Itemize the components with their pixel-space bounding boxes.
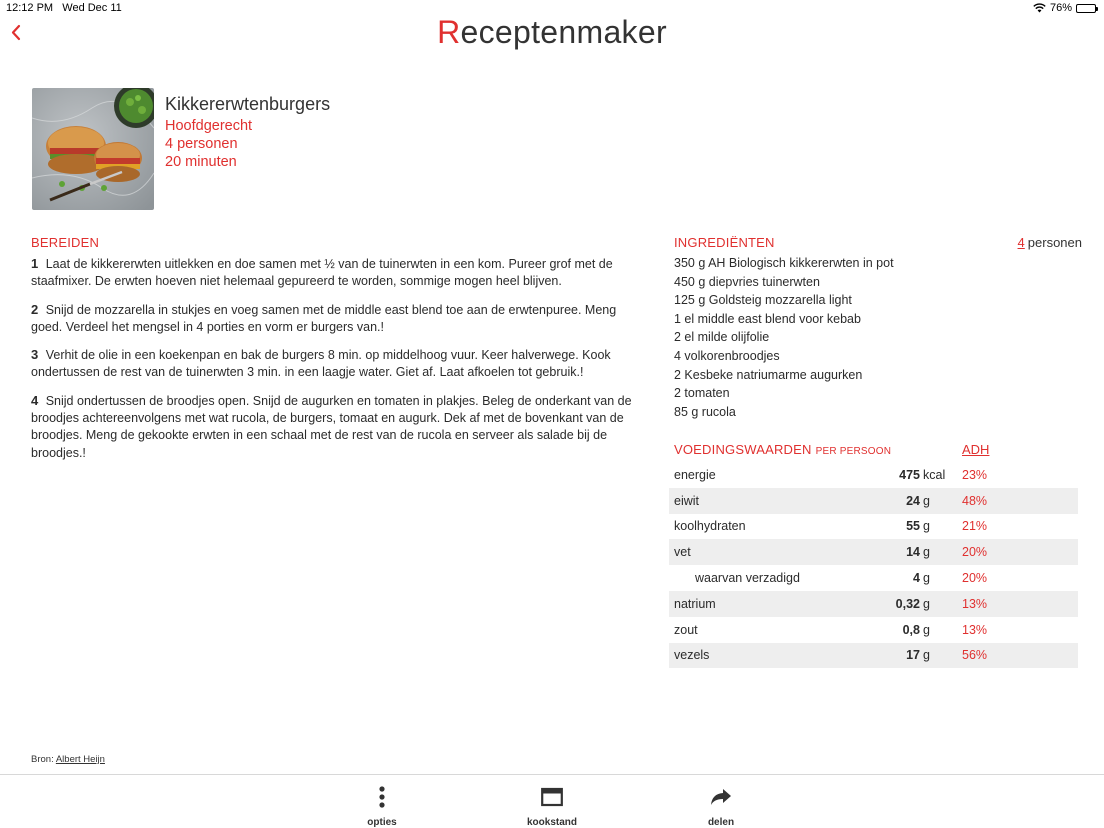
nutrient-value: 475 xyxy=(899,467,920,482)
nutrient-name: zout xyxy=(674,622,698,637)
nutrition-row xyxy=(669,462,1078,488)
app-title: Receptenmaker xyxy=(437,14,667,50)
nutrient-value: 0,32 xyxy=(895,596,920,611)
share-button[interactable] xyxy=(676,785,766,828)
recipe-image xyxy=(32,88,154,210)
ingredients-header xyxy=(674,235,1082,250)
nutrition-row xyxy=(669,591,1078,617)
cook-mode-button[interactable] xyxy=(507,785,597,828)
nutrient-adh: 13% xyxy=(962,596,988,611)
source-link[interactable]: Albert Heijn xyxy=(55,754,105,765)
nutrient-value: 4 xyxy=(913,571,920,586)
nutrient-adh: 56% xyxy=(962,648,988,663)
ingredients-section xyxy=(674,235,1082,421)
nutrition-table xyxy=(669,442,1078,668)
ingredient-item: 2 el milde olijfolie xyxy=(674,330,770,345)
nutrient-adh: 13% xyxy=(962,622,988,637)
ingredient-item: 125 g Goldsteig mozzarella light xyxy=(674,293,852,308)
step-text: Verhit de olie in een koekenpan en bak de burgers 8 min. op middelhoog vuur. Keer halverwege. Kook ondertussen de rest van de tuinerwten 3 min. in een laagje water. Giet af. Laat afkoelen tot gebruik.! xyxy=(31,348,611,380)
status-time: 12:12 PM Wed Dec 11 xyxy=(6,2,122,14)
ingredient-list xyxy=(674,254,1082,421)
step-number: 1 xyxy=(31,256,39,271)
share-label: delen xyxy=(707,817,735,828)
ingredients-label: INGREDIËNTEN xyxy=(674,235,775,250)
nutrient-value: 17 xyxy=(906,648,920,663)
nutrient-unit: g xyxy=(923,596,930,611)
recipe-time: 20 minuten xyxy=(165,154,237,170)
ingredient-item: 2 Kesbeke natriumarme augurken xyxy=(674,367,863,382)
step-4 xyxy=(31,392,641,462)
options-label: opties xyxy=(367,817,397,828)
wifi-icon xyxy=(1033,3,1046,13)
battery-icon xyxy=(1076,4,1096,13)
step-text: Snijd ondertussen de broodjes open. Snijd de augurken en tomaten in plakjes. Beleg de onderkant van de broodjes achtereenvolgens met wat rucola, de burgers, tomaat en augurk. Dek af met de bovenkant van de broodjes. Meng de gekookte erwten in een schaal met de rest van de rucola en serveer als salade bij de broodjes.! xyxy=(31,393,632,460)
nutrient-adh: 20% xyxy=(962,545,988,560)
step-text: Laat de kikkererwten uitlekken en doe samen met ½ van de tuinerwten in een kom. Pureer grof met de staafmixer. De erwten hoeven niet helemaal gepureerd te worden, sommige mogen heel blijven. xyxy=(31,257,613,289)
recipe-servings: 4 personen xyxy=(165,136,238,152)
nutrient-unit: kcal xyxy=(923,467,946,482)
nutrition-sublabel: PER PERSOON xyxy=(815,446,892,457)
cook-mode-label: kookstand xyxy=(526,817,577,828)
bottom-toolbar xyxy=(0,774,1104,828)
nutrition-row xyxy=(669,643,1078,669)
nutrient-unit: g xyxy=(923,571,930,586)
step-3 xyxy=(31,346,641,382)
source-credit xyxy=(31,754,105,765)
preparation-label: BEREIDEN xyxy=(31,235,100,250)
persons-selector xyxy=(1018,235,1082,250)
status-right xyxy=(1033,2,1096,14)
nutrient-adh: 48% xyxy=(962,493,988,508)
nutrient-adh: 20% xyxy=(962,571,988,586)
nutrient-name: natrium xyxy=(674,596,716,611)
ingredient-item: 1 el middle east blend voor kebab xyxy=(674,311,861,326)
nutrition-row xyxy=(669,539,1078,565)
window-icon xyxy=(541,787,563,807)
preparation-section xyxy=(31,235,641,462)
nutrient-unit: g xyxy=(923,622,930,637)
nutrient-unit: g xyxy=(923,519,930,534)
ingredient-item: 2 tomaten xyxy=(674,386,730,401)
persons-label: personen xyxy=(1027,235,1082,250)
step-number: 4 xyxy=(31,392,39,408)
nutrient-name: eiwit xyxy=(674,493,700,508)
ingredient-item: 85 g rucola xyxy=(674,404,736,419)
nutrient-value: 55 xyxy=(906,519,920,534)
more-vertical-icon xyxy=(378,786,386,808)
step-number: 3 xyxy=(31,347,39,363)
nutrient-name: koolhydraten xyxy=(674,519,746,534)
nutrition-label: VOEDINGSWAARDEN xyxy=(674,442,812,457)
nutrient-unit: g xyxy=(923,493,930,508)
nutrient-name: waarvan verzadigd xyxy=(695,571,800,586)
ingredient-item: 350 g AH Biologisch kikkererwten in pot xyxy=(674,256,894,270)
step-1 xyxy=(31,255,641,291)
battery-percent: 76% xyxy=(1049,2,1072,14)
recipe-header xyxy=(165,94,330,171)
nutrient-name: vet xyxy=(674,545,691,560)
nutrition-row xyxy=(669,565,1078,591)
nutrient-value: 14 xyxy=(906,545,920,560)
nutrition-row xyxy=(669,488,1078,514)
nutrition-header xyxy=(669,442,1078,462)
recipe-title: Kikkererwtenburgers xyxy=(165,94,331,114)
nutrient-adh: 23% xyxy=(962,467,988,482)
nutrient-adh: 21% xyxy=(962,519,988,534)
nutrient-value: 0,8 xyxy=(902,622,920,637)
step-2 xyxy=(31,301,641,337)
recipe-category: Hoofdgerecht xyxy=(165,118,253,134)
nutrient-unit: g xyxy=(923,648,930,663)
nutrition-row xyxy=(669,617,1078,643)
nutrient-value: 24 xyxy=(906,493,920,508)
share-icon xyxy=(709,787,733,807)
persons-count[interactable]: 4 xyxy=(1017,235,1025,250)
ingredient-item: 450 g diepvries tuinerwten xyxy=(674,274,820,289)
ingredient-item: 4 volkorenbroodjes xyxy=(674,348,780,363)
source-prefix: Bron: xyxy=(31,754,54,765)
adh-link[interactable]: ADH xyxy=(962,442,990,457)
nutrition-row xyxy=(669,514,1078,540)
nutrient-name: vezels xyxy=(674,648,710,663)
step-text: Snijd de mozzarella in stukjes en voeg samen met de middle east blend toe aan de erwtenpuree. Meng goed. Verdeel het mengsel in 4 porties en vorm er burgers van.! xyxy=(31,302,617,334)
options-button[interactable] xyxy=(337,785,427,828)
nutrient-unit: g xyxy=(923,545,930,560)
nutrient-name: energie xyxy=(674,467,716,482)
step-number: 2 xyxy=(31,301,39,317)
